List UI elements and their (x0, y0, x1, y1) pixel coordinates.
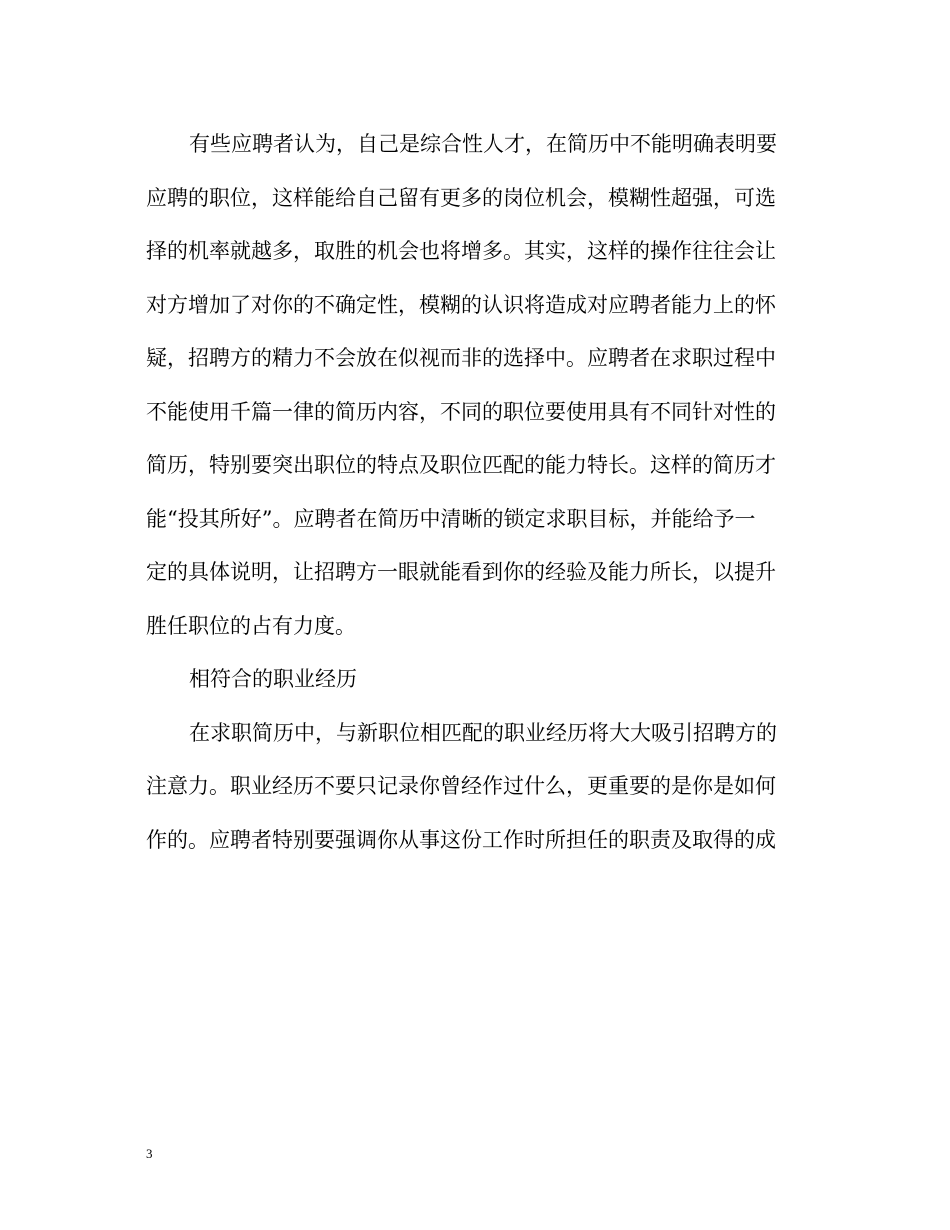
page-number: 3 (146, 1146, 153, 1161)
text-line: 疑，招聘方的精力不会放在似视而非的选择中。应聘者在求职过程中 (146, 346, 776, 370)
text-line: 简历，特别要突出职位的特点及职位匹配的能力特长。这样的简历才 (146, 453, 776, 477)
text-line: 对方增加了对你的不确定性，模糊的认识将造成对应聘者能力上的怀 (146, 292, 776, 317)
text-line: 在求职简历中，与新职位相匹配的职业经历将大大吸引招聘方的 (189, 720, 777, 745)
text-line: 择的机率就越多，取胜的机会也将增多。其实，这样的操作往往会让 (146, 239, 776, 263)
body-text (146, 118, 806, 867)
text-line: 不能使用千篇一律的简历内容，不同的职位要使用具有不同针对性的 (146, 399, 776, 424)
text-line: 有些应聘者认为，自己是综合性人才，在简历中不能明确表明要 (189, 132, 777, 156)
text-line: 注意力。职业经历不要只记录你曾经作过什么，更重要的是你是如何 (146, 774, 776, 798)
text-line: 胜任职位的占有力度。 (146, 613, 356, 638)
text-line: 定的具体说明，让招聘方一眼就能看到你的经验及能力所长，以提升 (146, 560, 776, 584)
text-line: 作的。应聘者特别要强调你从事这份工作时所担任的职责及取得的成 (146, 827, 776, 852)
text-line: 能“投其所好”。应聘者在简历中清晰的锁定求职目标，并能给予一 (146, 506, 756, 531)
section-heading: 相符合的职业经历 (189, 667, 357, 691)
text-line: 应聘的职位，这样能给自己留有更多的岗位机会，模糊性超强，可选 (146, 185, 776, 210)
